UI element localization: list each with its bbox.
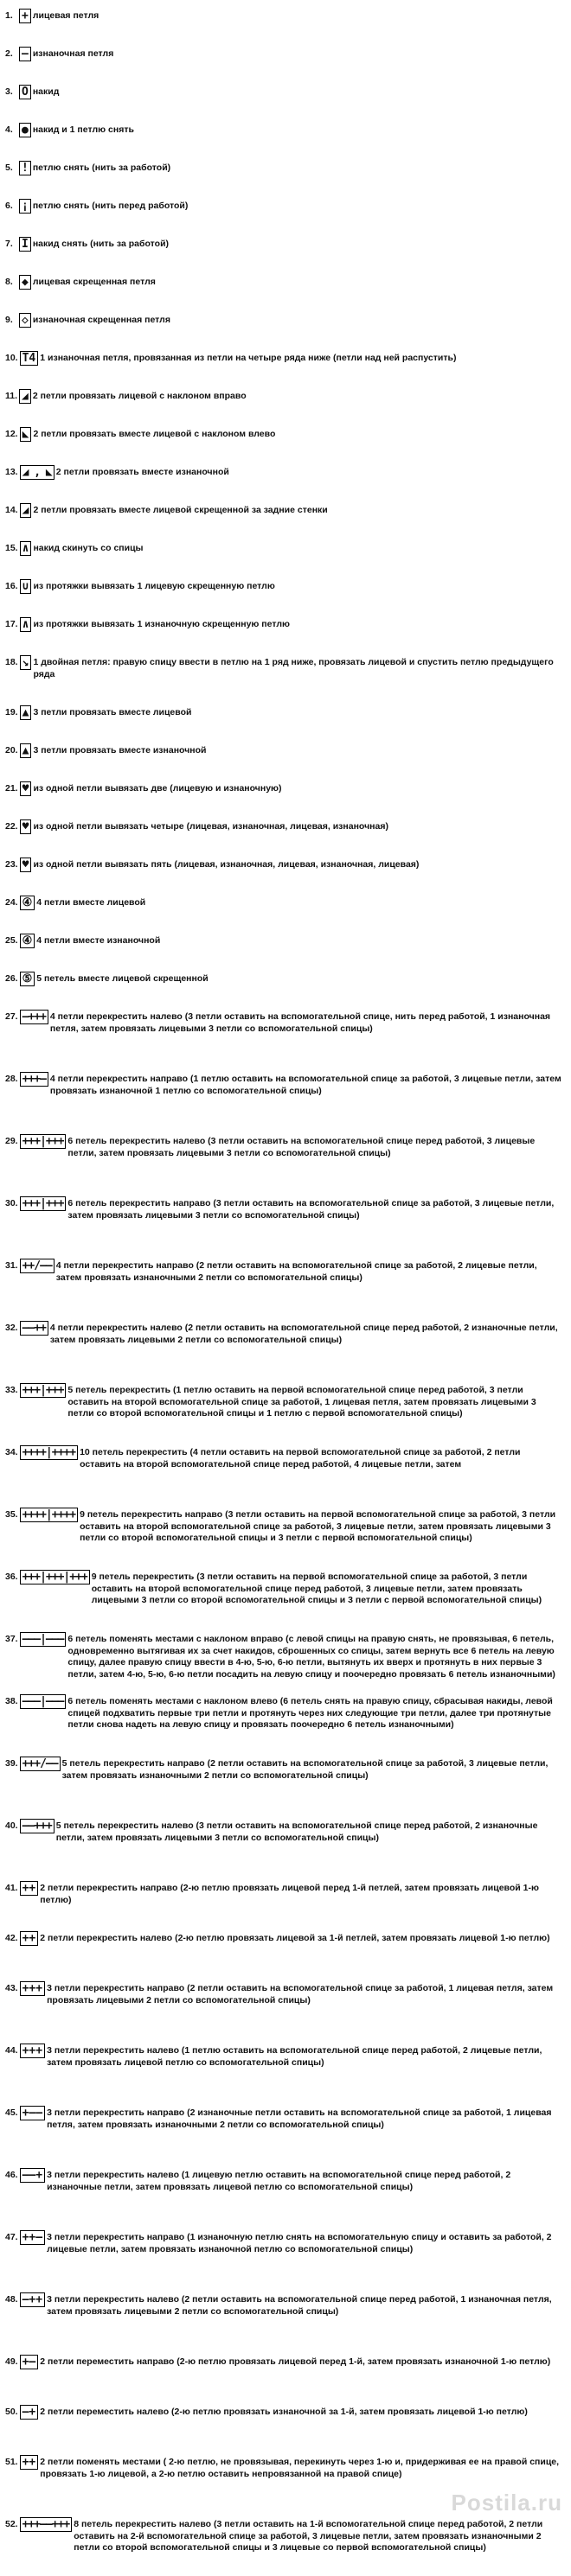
entry-description: 3 петли перекрестить налево (2 петли оставить на вспомогательной спице перед работой, 1 изнаночная петля, затем провязать лицевыми 2 петли со вспомогательной спицы)	[47, 2294, 552, 2317]
entry-description: 2 петли перекрестить налево (2-ю петлю провязать лицевой за 1-й петлей, затем провязать лицевой 1-ю петлю)	[40, 1933, 550, 1943]
entry-number: 50.	[5, 2407, 18, 2417]
legend-entry	[5, 157, 571, 195]
stitch-symbol-icon: ——+++	[20, 1819, 55, 1833]
legend-entry	[5, 1978, 571, 2040]
stitch-symbol-icon: ◆	[19, 275, 31, 290]
entry-number: 5.	[5, 163, 13, 173]
legend-entry	[5, 1928, 571, 1978]
stitch-symbol-icon: +++	[20, 2044, 45, 2058]
entry-description: 10 петель перекрестить (4 петли оставить на первой вспомогательной спице за работой, 2 петли оставить на второй вспомогательной спице перед работой, 4 лицевые петли, затем	[80, 1447, 521, 1470]
legend-entry	[5, 968, 571, 1006]
entry-number: 7.	[5, 239, 13, 249]
stitch-symbol-icon: ◇	[19, 313, 31, 328]
legend-entry	[5, 816, 571, 854]
entry-description: 6 петель поменять местами с наклоном вправо (с левой спицы на правую снять, не провязывая, 6 петель, одновременно вытягивая их за счет накидов, сброшенных со спицы, затем вернуть все 6 петель на левую спицу, далее правую спицу ввести в 4-ю, 5-ю, 6-ю петли, вытянуть их вверх и протянуть в них первые 3 петли, затем 4-ю, 5-ю, 6-ю петли посадить на левую спицу и поочередно провязать 6 петель изнаночными)	[67, 1634, 555, 1680]
stitch-symbol-icon: ♥	[20, 858, 32, 872]
entry-number: 38.	[5, 1696, 18, 1706]
stitch-symbol-icon: +++|+++	[20, 1134, 67, 1149]
entry-description: накид	[32, 86, 60, 97]
entry-description: 3 петли перекрестить налево (1 петлю оставить на вспомогательной спице перед работой, 2 лицевые петли, затем провязать лицевой петлю со вспомогательной спицы)	[47, 2045, 542, 2068]
legend-entry	[5, 5, 571, 43]
entry-number: 24.	[5, 897, 18, 908]
entry-description: изнаночная петля	[32, 48, 114, 59]
entry-description: лицевая скрещенная петля	[32, 277, 156, 287]
stitch-symbol-icon: +++|+++	[20, 1196, 67, 1211]
stitch-symbol-icon: +++—	[20, 1072, 48, 1087]
entry-description: 2 петли провязать вместе лицевой с наклоном влево	[33, 429, 276, 439]
entry-number: 49.	[5, 2356, 18, 2367]
legend-entry	[5, 930, 571, 968]
entry-description: 2 петли переместить направо (2-ю петлю провязать лицевой перед 1-й, затем провязать изнаночной 1-ю петлю)	[40, 2356, 551, 2367]
legend-entry	[5, 2102, 571, 2165]
entry-description: 5 петель перекрестить направо (2 петли оставить на вспомогательной спице за работой, 3 лицевые петли, затем провязать изнаночными 2 петли со вспомогательной спицы)	[61, 1758, 549, 1781]
legend-entry	[5, 576, 571, 614]
stitch-symbol-icon: ++	[20, 1931, 39, 1946]
stitch-symbol-icon: ◣	[20, 427, 32, 442]
entry-number: 20.	[5, 745, 18, 756]
legend-entry	[5, 652, 571, 702]
stitch-symbol-icon: ∧	[20, 541, 32, 556]
legend-entry	[5, 1255, 571, 1317]
entry-description: 2 петли провязать лицевой с наклоном вправо	[32, 391, 247, 401]
legend-entry	[5, 740, 571, 778]
entry-number: 18.	[5, 657, 18, 667]
entry-description: из протяжки вывязать 1 изнаночную скрещенную петлю	[33, 619, 290, 629]
stitch-symbol-icon: ▲	[20, 743, 32, 758]
entry-number: 16.	[5, 581, 18, 591]
stitch-symbol-icon: T4	[20, 351, 39, 366]
entry-description: 1 двойная петля: правую спицу ввести в петлю на 1 ряд ниже, провязать лицевой и спустить петлю предыдущего ряда	[33, 657, 554, 679]
entry-number: 44.	[5, 2045, 18, 2056]
stitch-symbol-icon: +++——+++	[20, 2517, 73, 2532]
stitch-symbol-icon: +++|+++|+++	[20, 1570, 90, 1584]
entry-number: 39.	[5, 1758, 18, 1769]
entry-description: 4 петли перекрестить направо (1 петлю оставить на вспомогательной спице за работой, 3 лицевые петли, затем провязать изнаночной 1 петлю со вспомогательной спицы)	[49, 1074, 561, 1096]
stitch-symbol-icon: ———|———	[20, 1694, 67, 1709]
legend-entry	[5, 778, 571, 816]
entry-description: 5 петель перекрестить налево (3 петли оставить на вспомогательной спице перед работой, 2 изнаночные петли, затем провязать лицевыми 3 петли со вспомогательной спицы)	[55, 1820, 538, 1843]
entry-description: 4 петли перекрестить направо (2 петли оставить на вспомогательной спице за работой, 2 лицевые петли, затем провязать изнаночными 2 петли со вспомогательной спицы)	[55, 1260, 537, 1283]
entry-description: 3 петли провязать вместе изнаночной	[33, 745, 207, 756]
entry-number: 13.	[5, 467, 18, 477]
stitch-symbol-icon: ⑤	[20, 972, 35, 986]
entry-description: из одной петли вывязать пять (лицевая, изнаночная, лицевая, изнаночная, лицевая)	[33, 859, 420, 870]
stitch-symbol-icon: —	[19, 47, 31, 61]
stitch-symbol-icon: ↘	[20, 655, 32, 670]
legend-entry	[5, 2289, 571, 2351]
stitch-symbol-icon: +++	[20, 1981, 45, 1996]
entry-description: петлю снять (нить за работой)	[32, 163, 171, 173]
entry-number: 14.	[5, 505, 18, 515]
entry-description: 4 петли вместе лицевой	[36, 897, 146, 908]
legend-entry	[5, 1504, 571, 1566]
legend-entry	[5, 2040, 571, 2102]
legend-entry	[5, 309, 571, 348]
legend-entry	[5, 1193, 571, 1255]
legend-entry	[5, 1442, 571, 1504]
entry-description: 5 петель вместе лицевой скрещенной	[36, 973, 209, 984]
entry-number: 34.	[5, 1447, 18, 1457]
stitch-symbol-icon: ——+	[20, 2168, 45, 2183]
entry-number: 11.	[5, 391, 18, 401]
legend-entry	[5, 1691, 571, 1753]
legend-entry	[5, 892, 571, 930]
legend-entry	[5, 854, 571, 892]
legend-entry	[5, 1878, 571, 1928]
legend-entry	[5, 1068, 571, 1131]
legend-entry	[5, 2351, 571, 2401]
entry-number: 41.	[5, 1883, 18, 1893]
entry-number: 36.	[5, 1572, 18, 1582]
stitch-symbol-icon: !	[19, 161, 31, 175]
entry-description: 3 петли перекрестить налево (1 лицевую петлю оставить на вспомогательной спице перед работой, 2 изнаночные петли, затем провязать лицевой петлю со вспомогательной спицы)	[47, 2170, 511, 2192]
entry-number: 25.	[5, 935, 18, 946]
entry-number: 1.	[5, 10, 13, 21]
entry-description: из протяжки вывязать 1 лицевую скрещенную петлю	[33, 581, 275, 591]
entry-number: 46.	[5, 2170, 18, 2180]
legend-entry	[5, 424, 571, 462]
stitch-symbol-icon: ∧	[20, 617, 32, 632]
legend-entry	[5, 500, 571, 538]
entry-number: 45.	[5, 2107, 18, 2118]
stitch-symbol-icon: —+++	[20, 1010, 48, 1024]
stitch-symbol-icon: ♥	[20, 819, 32, 834]
entry-number: 2.	[5, 48, 13, 59]
entry-number: 3.	[5, 86, 13, 97]
stitch-symbol-icon: ◢	[20, 503, 32, 518]
entry-number: 30.	[5, 1198, 18, 1208]
entry-description: 2 петли переместить налево (2-ю петлю провязать изнаночной за 1-й, затем провязать лицевой 1-ю петлю)	[40, 2407, 528, 2417]
stitch-symbol-icon: ◢	[19, 389, 31, 404]
stitch-symbol-icon: +++|+++	[20, 1383, 67, 1398]
entry-number: 32.	[5, 1323, 18, 1333]
stitch-symbol-icon: ●	[19, 123, 31, 137]
stitch-symbol-icon: ++++|++++	[20, 1445, 78, 1460]
legend-entry	[5, 119, 571, 157]
entry-number: 6.	[5, 201, 13, 211]
stitch-symbol-icon: ④	[20, 934, 35, 948]
entry-number: 48.	[5, 2294, 18, 2305]
stitch-symbol-icon: ———|———	[20, 1632, 67, 1647]
entry-description: накид и 1 петлю снять	[32, 124, 134, 135]
entry-number: 51.	[5, 2457, 18, 2467]
stitch-symbol-icon: +——	[20, 2106, 45, 2120]
entry-number: 9.	[5, 315, 13, 325]
entry-number: 10.	[5, 353, 18, 363]
watermark: Postila.ru	[451, 2490, 562, 2515]
entry-description: петлю снять (нить перед работой)	[32, 201, 189, 211]
legend-entry	[5, 43, 571, 81]
legend-entry	[5, 233, 571, 271]
stitch-symbol-icon: +—	[20, 2355, 39, 2369]
entry-description: 6 петель поменять местами с наклоном влево (6 петель снять на правую спицу, сбрасывая накиды, левой спицей подхватить первые три петли и протянуть через них следующие три петли, далее три протянутые петли снова надеть на левую спицу и провязать поочередно 6 петель изнаночными)	[67, 1696, 553, 1730]
entry-description: 5 петель перекрестить (1 петлю оставить на первой вспомогательной спице перед работой, 3 петли оставить на второй вспомогательной спице за работой, 1 лицевая петля, затем провязать лицевыми 3 петли со второй вспомогательной спицы и 1 петлю с первой вспомогательной спицы)	[67, 1385, 536, 1419]
entry-description: 3 петли перекрестить направо (2 изнаночные петли оставить на вспомогательной спице за работой, 1 лицевая петля, затем провязать изнаночными 2 петли со вспомогательной спицы)	[47, 2107, 552, 2130]
entry-number: 17.	[5, 619, 18, 629]
entry-number: 15.	[5, 543, 18, 553]
entry-description: из одной петли вывязать четыре (лицевая, изнаночная, лицевая, изнаночная)	[33, 821, 388, 832]
entry-number: 8.	[5, 277, 13, 287]
legend-entry	[5, 1317, 571, 1380]
stitch-symbol-icon: —+	[20, 2405, 39, 2420]
entry-description: 9 петель перекрестить направо (3 петли оставить на первой вспомогательной спице за работой, 3 петли оставить на второй вспомогательной спице за работой, 3 лицевые петли, затем провязать лицевыми 3 петли со второй вспомогательной спицы и 3 петли с первой вспомогательной спицы)	[80, 1509, 556, 1543]
entry-number: 22.	[5, 821, 18, 832]
stitch-symbol-icon: ++—	[20, 2230, 45, 2245]
legend-entry	[5, 1380, 571, 1442]
legend-entry	[5, 2227, 571, 2289]
legend-entry	[5, 271, 571, 309]
entry-number: 40.	[5, 1820, 18, 1831]
entry-number: 29.	[5, 1136, 18, 1146]
stitch-symbol-icon: I	[19, 237, 31, 252]
entry-description: 8 петель перекрестить налево (3 петли оставить на 1-й вспомогательной спице перед работой, 2 петли оставить на 2-й вспомогательной спице за работой, 3 лицевые петли, затем провязать изнаночными 2 петли со второй вспомогательной спицы и 3 лицевые со первой вспомогательной спицы)	[74, 2519, 543, 2553]
stitch-symbol-icon: O	[19, 85, 31, 99]
entry-description: 3 петли перекрестить направо (2 петли оставить на вспомогательной спице за работой, 1 лицевая петля, затем провязать лицевыми 2 петли со вспомогательной спицы)	[47, 1983, 554, 2005]
entry-number: 52.	[5, 2519, 18, 2529]
stitch-symbol-icon: +	[19, 9, 31, 23]
entry-description: из одной петли вывязать две (лицевую и изнаночную)	[33, 783, 282, 794]
entry-number: 27.	[5, 1011, 18, 1022]
legend-entry	[5, 1629, 571, 1691]
entry-description: 4 петли перекрестить налево (3 петли оставить на вспомогательной спице, нить перед работой, 1 изнаночная петля, затем провязать лицевыми 3 петли со вспомогательной спицы)	[49, 1011, 551, 1034]
entry-description: 3 петли провязать вместе лицевой	[33, 707, 192, 717]
entry-description: 2 петли перекрестить направо (2-ю петлю провязать лицевой перед 1-й петлей, затем провязать лицевой 1-ю петлю)	[40, 1883, 539, 1905]
entry-description: 4 петли перекрестить налево (2 петли оставить на вспомогательной спице перед работой, 2 изнаночные петли, затем провязать лицевыми 2 петли со вспомогательной спицы)	[49, 1323, 558, 1345]
entry-description: 2 петли провязать вместе лицевой скрещенной за задние стенки	[33, 505, 328, 515]
legend-entry	[5, 2165, 571, 2227]
entry-number: 35.	[5, 1509, 18, 1520]
legend-entry	[5, 1131, 571, 1193]
entry-description: 6 петель перекрестить налево (3 петли оставить на вспомогательной спице перед работой, 3 лицевые петли, затем провязать лицевыми 3 петли со вспомогательной спицы)	[67, 1136, 536, 1158]
legend-entry	[5, 538, 571, 576]
legend-entry	[5, 348, 571, 386]
entry-description: 6 петель перекрестить направо (3 петли оставить на вспомогательной спице за работой, 3 лицевые петли, затем провязать лицевыми 3 петли со вспомогательной спицы)	[67, 1198, 555, 1221]
stitch-symbol-icon: ++++|++++	[20, 1508, 78, 1522]
stitch-symbol-icon: ◢ , ◣	[20, 465, 55, 480]
stitch-symbol-icon: ▲	[20, 705, 32, 720]
stitch-symbol-icon: ++	[20, 1881, 39, 1896]
entry-number: 26.	[5, 973, 18, 984]
entry-number: 42.	[5, 1933, 18, 1943]
legend-entry	[5, 614, 571, 652]
entry-number: 23.	[5, 859, 18, 870]
legend-entry	[5, 81, 571, 119]
entry-description: 4 петли вместе изнаночной	[36, 935, 161, 946]
entry-description: лицевая петля	[32, 10, 99, 21]
stitch-symbol-icon: ++/——	[20, 1259, 55, 1273]
stitch-symbol-icon: —++	[20, 2292, 45, 2307]
entry-number: 21.	[5, 783, 18, 794]
entry-description: накид снять (нить за работой)	[32, 239, 170, 249]
legend-entry	[5, 195, 571, 233]
stitch-symbol-icon: ④	[20, 896, 35, 910]
legend-entry	[5, 1753, 571, 1815]
entry-description: 2 петли провязать вместе изнаночной	[55, 467, 229, 477]
legend-entry	[5, 702, 571, 740]
entry-number: 12.	[5, 429, 18, 439]
legend-entry	[5, 386, 571, 424]
stitch-symbol-icon: +++/——	[20, 1757, 61, 1771]
entry-description: 9 петель перекрестить (3 петли оставить на первой вспомогательной спице за работой, 3 петли оставить на второй вспомогательной спице перед работой, 3 лицевые петли, затем провязать лицевыми 3 петли со второй вспомогательной спицы и 3 петли с первой вспомогательной спицы)	[91, 1572, 542, 1605]
entry-description: накид скинуть со спицы	[33, 543, 144, 553]
legend-entry	[5, 462, 571, 500]
entry-number: 4.	[5, 124, 13, 135]
stitch-symbol-icon: ++	[20, 2455, 39, 2470]
entry-number: 28.	[5, 1074, 18, 1084]
entry-description: 1 изнаночная петля, провязанная из петли на четыре ряда ниже (петли над ней распустить)	[40, 353, 457, 363]
stitch-symbol-icon: ——++	[20, 1321, 48, 1336]
entry-number: 43.	[5, 1983, 18, 1993]
entry-number: 31.	[5, 1260, 18, 1271]
entry-number: 37.	[5, 1634, 18, 1644]
stitch-symbol-icon: ♥	[20, 781, 32, 796]
entry-description: изнаночная скрещенная петля	[32, 315, 170, 325]
stitch-symbol-icon: ∪	[20, 579, 32, 594]
legend-entry	[5, 1566, 571, 1629]
legend-entry	[5, 1815, 571, 1878]
entry-number: 19.	[5, 707, 18, 717]
legend-entry	[5, 2401, 571, 2452]
entry-number: 47.	[5, 2232, 18, 2242]
entry-description: 3 петли перекрестить направо (1 изнаночную петлю снять на вспомогательную спицу и оставить за работой, 2 лицевые петли, затем провязать изнаночной петлю со вспомогательной спицы)	[47, 2232, 552, 2254]
entry-description: 2 петли поменять местами ( 2-ю петлю, не провязывая, перекинуть через 1-ю и, придерживая ее на правой спице, провязать 1-ю лицевой, а 2-ю петлю оставить непровязанной на правой спице)	[40, 2457, 560, 2479]
stitch-symbol-icon: ¡	[19, 199, 31, 214]
entry-number: 33.	[5, 1385, 18, 1395]
legend-entry	[5, 1006, 571, 1068]
